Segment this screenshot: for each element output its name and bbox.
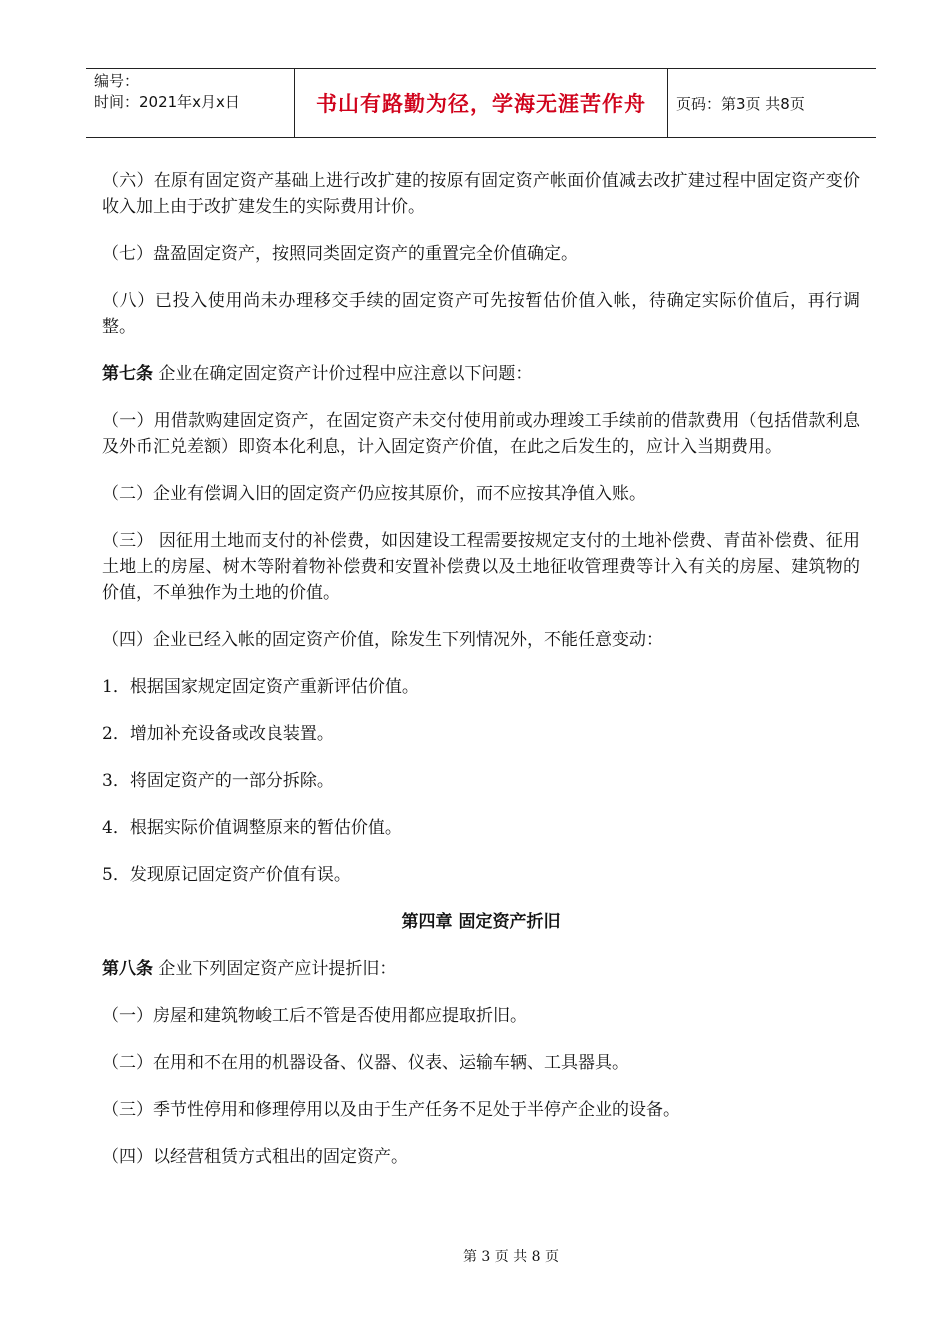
article-7-item-3: （三） 因征用土地而支付的补偿费，如因建设工程需要按规定支付的土地补偿费、青苗补偿费、征用土地上的房屋、树木等附着物补偿费和安置补偿费以及土地征收管理费等计入有关的房屋、建筑物的价值，不单独作为土地的价值。: [102, 531, 860, 603]
numbered-item-5: 5．发现原记固定资产价值有误。: [102, 865, 351, 885]
article-7-lead: 第七条: [102, 364, 153, 384]
header-motto-cell: [294, 69, 668, 137]
article-7-item-4: （四）企业已经入帐的固定资产价值，除发生下列情况外，不能任意变动：: [102, 630, 663, 650]
page-header: [86, 68, 876, 138]
article-8-item-4: （四）以经营租赁方式租出的固定资产。: [102, 1147, 408, 1167]
article-8-text: 企业下列固定资产应计提折旧：: [153, 959, 397, 979]
article-7: [102, 361, 860, 387]
article-7-text: 企业在确定固定资产计价过程中应注意以下问题：: [153, 364, 533, 384]
numbered-item-4: 4．根据实际价值调整原来的暂估价值。: [102, 818, 402, 838]
time-label: 时间：2021年x月x日: [94, 93, 240, 111]
page-footer: 第 3 页 共 8 页: [462, 1249, 560, 1265]
numbered-item-1: 1．根据国家规定固定资产重新评估价值。: [102, 677, 419, 697]
header-motto: 书山有路勤为径，学海无涯苦作舟: [316, 92, 646, 116]
article-8-item-2: （二）在用和不在用的机器设备、仪器、仪表、运输车辆、工具器具。: [102, 1053, 629, 1073]
header-meta: [86, 69, 294, 137]
document-body: [102, 168, 860, 1191]
paragraph-7: （七）盘盈固定资产，按照同类固定资产的重置完全价值确定。: [102, 244, 578, 264]
paragraph-8: （八）已投入使用尚未办理移交手续的固定资产可先按暂估价值入帐，待确定实际价值后，再行调整。: [102, 291, 860, 337]
article-8-lead: 第八条: [102, 959, 153, 979]
header-page-info: 页码：第3页 共8页: [676, 94, 805, 113]
number-label: 编号：: [94, 72, 140, 90]
article-8-item-3: （三）季节性停用和修理停用以及由于生产任务不足处于半停产企业的设备。: [102, 1100, 680, 1120]
article-7-item-1: （一）用借款购建固定资产，在固定资产未交付使用前或办理竣工手续前的借款费用（包括借款利息及外币汇兑差额）即资本化利息，计入固定资产价值，在此之后发生的，应计入当期费用。: [102, 411, 860, 457]
article-7-item-2: （二）企业有偿调入旧的固定资产仍应按其原价，而不应按其净值入账。: [102, 484, 646, 504]
article-8: [102, 956, 860, 982]
chapter-heading: 第四章 固定资产折旧: [401, 912, 561, 932]
numbered-item-2: 2．增加补充设备或改良装置。: [102, 724, 334, 744]
paragraph-6: （六）在原有固定资产基础上进行改扩建的按原有固定资产帐面价值减去改扩建过程中固定资产变价收入加上由于改扩建发生的实际费用计价。: [102, 171, 860, 217]
article-8-item-1: （一）房屋和建筑物峻工后不管是否使用都应提取折旧。: [102, 1006, 527, 1026]
numbered-item-3: 3．将固定资产的一部分拆除。: [102, 771, 334, 791]
